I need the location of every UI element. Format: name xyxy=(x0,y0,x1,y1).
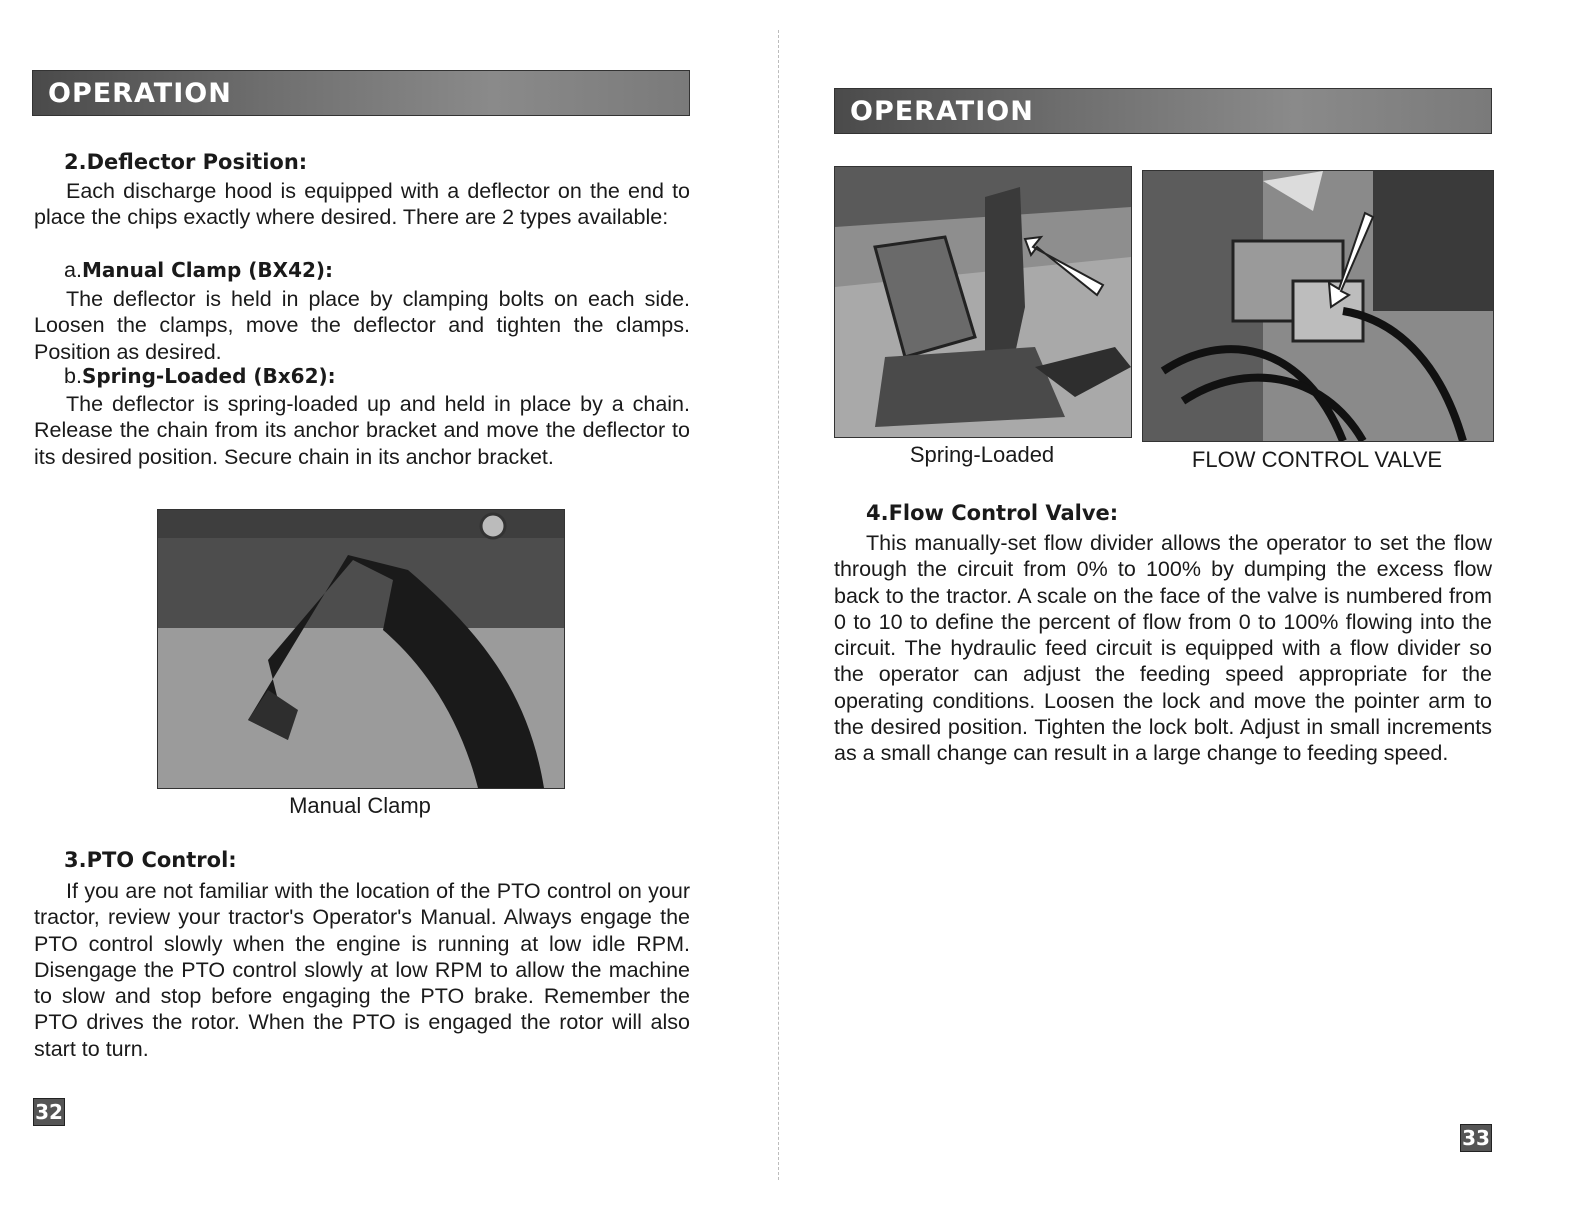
banner-title: OPERATION xyxy=(850,96,1034,127)
pto-control-text: If you are not familiar with the location of the PTO control on your tractor, review your tractor's Operator's Manual. Always engage the PTO control slowly when the engine is running at low idle RPM. Disengage the PTO control slowly at low RPM to allow the machine to slow and stop before engaging the PTO brake. Remember the PTO drives the rotor. When the PTO is engaged the rotor will also start to turn. xyxy=(34,879,690,1061)
flow-control-valve-caption: FLOW CONTROL VALVE xyxy=(1191,447,1443,472)
spring-loaded-photo xyxy=(834,166,1132,438)
manual-clamp-photo xyxy=(157,509,565,789)
section-banner xyxy=(32,70,690,116)
flow-control-valve-text: This manually-set flow divider allows the operator to set the flow through the circuit from 0% to 100% by dumping the excess flow back to the tractor. A scale on the face of the valve is numbered from 0 to 10 to define the percent of flow from 0 to 100% flowing into the circuit. The hydraulic feed circuit is equipped with a flow divider so the operator can adjust the feeding speed appropriate for the operating conditions. Loosen the lock and move the pointer arm to the desired position. Tighten the lock bolt. Adjust in small increments as a small change can result in a large change to feeding speed. xyxy=(834,531,1492,766)
manual-clamp-caption: Manual Clamp xyxy=(289,793,431,818)
banner-title: OPERATION xyxy=(48,78,232,109)
page-number: 33 xyxy=(1460,1124,1492,1152)
left-page xyxy=(0,0,780,1224)
manual-clamp-subheading: a.Manual Clamp (BX42): xyxy=(64,258,334,282)
spring-loaded-subheading: b.Spring-Loaded (Bx62): xyxy=(64,364,336,388)
page-number: 32 xyxy=(33,1098,65,1126)
right-page xyxy=(780,0,1584,1224)
deflector-position-heading: 2.Deflector Position: xyxy=(64,150,308,174)
section-banner xyxy=(834,88,1492,134)
spring-loaded-caption: Spring-Loaded xyxy=(909,442,1055,467)
pto-control-heading: 3.PTO Control: xyxy=(64,848,237,872)
manual-clamp-text: The deflector is held in place by clamping bolts on each side. Loosen the clamps, move the deflector and tighten the clamps. Position as desired. xyxy=(34,287,690,364)
flow-control-valve-heading: 4.Flow Control Valve: xyxy=(866,501,1119,525)
flow-control-valve-photo xyxy=(1142,170,1494,442)
spring-loaded-text: The deflector is spring-loaded up and held in place by a chain. Release the chain from its anchor bracket and move the deflector to its desired position. Secure chain in its anchor bracket. xyxy=(34,392,690,469)
deflector-intro-text: Each discharge hood is equipped with a deflector on the end to place the chips exactly where desired. There are 2 types available: xyxy=(34,179,690,230)
